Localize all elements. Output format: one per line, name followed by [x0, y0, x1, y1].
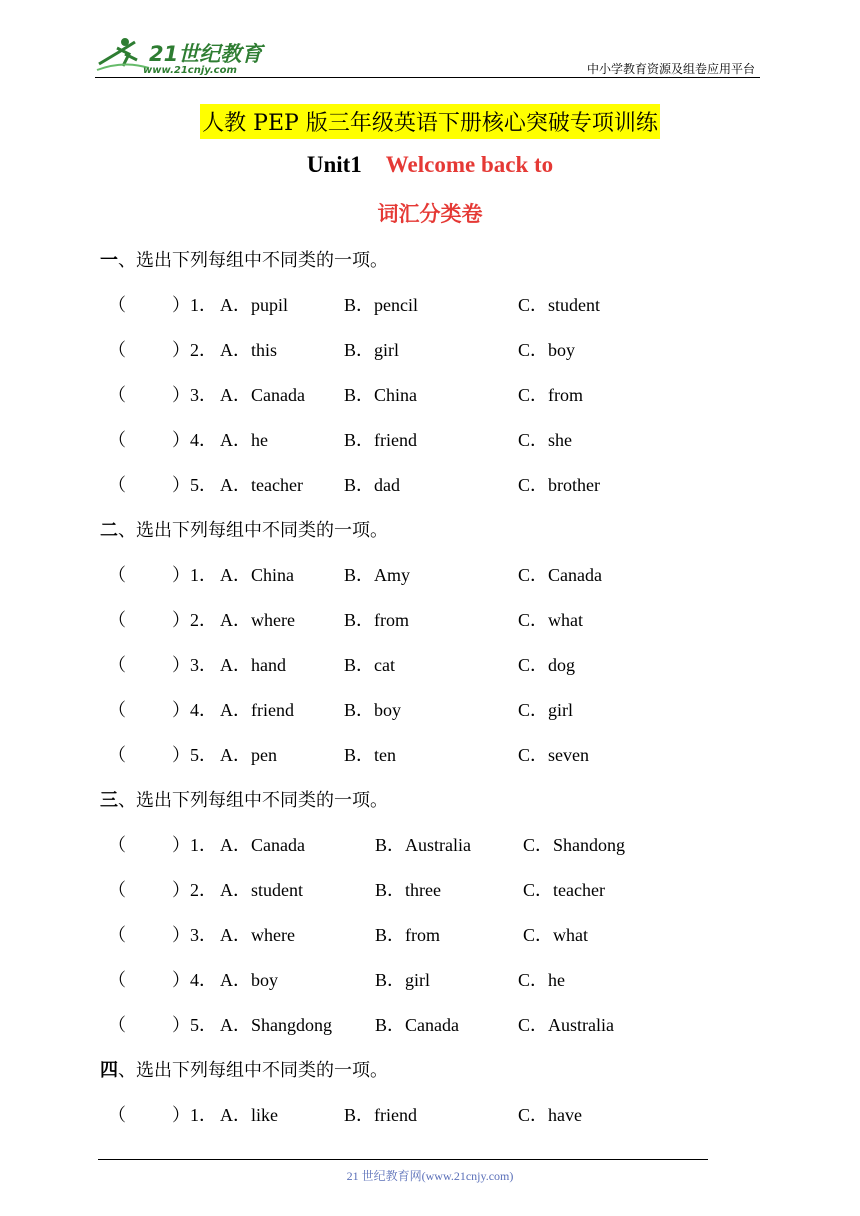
footer-text: 21 世纪教育网(www.21cnjy.com)	[346, 1169, 514, 1183]
option-c: C．student	[518, 295, 601, 315]
unit-number: Unit1	[306, 152, 362, 177]
option-c: C．what	[518, 610, 583, 630]
option-a: A．Shangdong	[220, 1015, 332, 1035]
option-b: B．three	[375, 880, 441, 900]
option-c: C．she	[518, 430, 572, 450]
answer-paren-open: （	[108, 835, 126, 855]
question-number: ）2．	[172, 880, 217, 900]
section-heading	[100, 786, 388, 812]
paper-subtitle: 词汇分类卷	[377, 202, 483, 226]
option-b: B．Amy	[344, 565, 411, 585]
option-b: B．girl	[375, 970, 431, 990]
option-b: B．friend	[344, 1105, 417, 1125]
option-c: C．Australia	[518, 1015, 614, 1035]
option-b: B．China	[344, 385, 418, 405]
question-number: ）4．	[172, 430, 217, 450]
question-number: ）1．	[172, 1105, 217, 1125]
logo-text: 21世纪教育	[149, 42, 263, 66]
option-b: B．dad	[344, 475, 400, 495]
option-a: A．Canada	[220, 835, 305, 855]
option-a: A．boy	[220, 970, 278, 990]
question-number: ）5．	[172, 1015, 217, 1035]
answer-paren-open: （	[108, 295, 126, 315]
option-b: B．from	[344, 610, 409, 630]
section-heading	[100, 516, 388, 542]
answer-paren-open: （	[108, 1105, 126, 1125]
section-number: 一	[100, 250, 118, 271]
option-a: A．he	[220, 430, 268, 450]
option-c: C．boy	[518, 340, 576, 360]
option-b: B．Australia	[375, 835, 471, 855]
question-number: ）5．	[172, 745, 217, 765]
logo	[95, 34, 265, 78]
question-number: ）4．	[172, 700, 217, 720]
answer-paren-open: （	[108, 745, 126, 765]
section-instruction: 、选出下列每组中不同类的一项。	[118, 520, 388, 541]
answer-paren-open: （	[108, 340, 126, 360]
option-a: A．pupil	[220, 295, 289, 315]
question-number: ）3．	[172, 925, 217, 945]
option-c: C．he	[518, 970, 565, 990]
option-a: A．China	[220, 565, 294, 585]
option-c: C．teacher	[523, 880, 605, 900]
option-c: C．Shandong	[523, 835, 626, 855]
option-b: B．from	[375, 925, 440, 945]
header-divider	[95, 77, 760, 78]
option-a: A．friend	[220, 700, 294, 720]
section-instruction: 、选出下列每组中不同类的一项。	[118, 790, 388, 811]
option-b: B．pencil	[344, 295, 418, 315]
option-b: B．girl	[344, 340, 400, 360]
option-c: C．dog	[518, 655, 576, 675]
option-a: A．hand	[220, 655, 286, 675]
section-number: 三	[100, 790, 118, 811]
answer-paren-open: （	[108, 655, 126, 675]
question-number: ）1．	[172, 565, 217, 585]
option-b: B．friend	[344, 430, 417, 450]
question-number: ）3．	[172, 385, 217, 405]
option-a: A．this	[220, 340, 278, 360]
question-number: ）4．	[172, 970, 217, 990]
question-number: ）2．	[172, 340, 217, 360]
section-number: 四	[100, 1060, 118, 1081]
section-heading	[100, 246, 388, 272]
question-number: ）1．	[172, 295, 217, 315]
unit-title	[0, 152, 860, 178]
question-number: ）5．	[172, 475, 217, 495]
title-line-1: 人教 PEP 版三年级英语下册核心突破专项训练	[200, 104, 660, 139]
section-instruction: 、选出下列每组中不同类的一项。	[118, 250, 388, 271]
option-a: A．Canada	[220, 385, 305, 405]
section-heading	[100, 1056, 388, 1082]
answer-paren-open: （	[108, 430, 126, 450]
option-c: C．girl	[518, 700, 574, 720]
option-c: C．from	[518, 385, 583, 405]
option-c: C．what	[523, 925, 588, 945]
answer-paren-open: （	[108, 565, 126, 585]
answer-paren-open: （	[108, 475, 126, 495]
option-a: A．student	[220, 880, 303, 900]
option-c: C．Canada	[518, 565, 602, 585]
answer-paren-open: （	[108, 1015, 126, 1035]
answer-paren-open: （	[108, 925, 126, 945]
option-a: A．teacher	[220, 475, 303, 495]
option-a: A．pen	[220, 745, 277, 765]
option-b: B．cat	[344, 655, 395, 675]
option-c: C．seven	[518, 745, 589, 765]
option-c: C．brother	[518, 475, 600, 495]
section-instruction: 、选出下列每组中不同类的一项。	[118, 1060, 388, 1081]
option-c: C．have	[518, 1105, 582, 1125]
option-b: B．ten	[344, 745, 396, 765]
page-header	[95, 30, 760, 78]
question-number: ）1．	[172, 835, 217, 855]
answer-paren-open: （	[108, 610, 126, 630]
option-a: A．where	[220, 925, 295, 945]
option-a: A．like	[220, 1105, 278, 1125]
answer-paren-open: （	[108, 700, 126, 720]
answer-paren-open: （	[108, 970, 126, 990]
logo-url: www.21cnjy.com	[143, 65, 237, 76]
option-a: A．where	[220, 610, 295, 630]
question-number: ）3．	[172, 655, 217, 675]
title-line-1-wrap	[0, 104, 860, 139]
answer-paren-open: （	[108, 385, 126, 405]
platform-label: 中小学教育资源及组卷应用平台	[586, 62, 755, 76]
footer-divider	[98, 1159, 708, 1160]
answer-paren-open: （	[108, 880, 126, 900]
option-b: B．Canada	[375, 1015, 459, 1035]
unit-name: Welcome back to	[385, 152, 554, 177]
section-number: 二	[100, 520, 118, 541]
question-number: ）2．	[172, 610, 217, 630]
option-b: B．boy	[344, 700, 402, 720]
